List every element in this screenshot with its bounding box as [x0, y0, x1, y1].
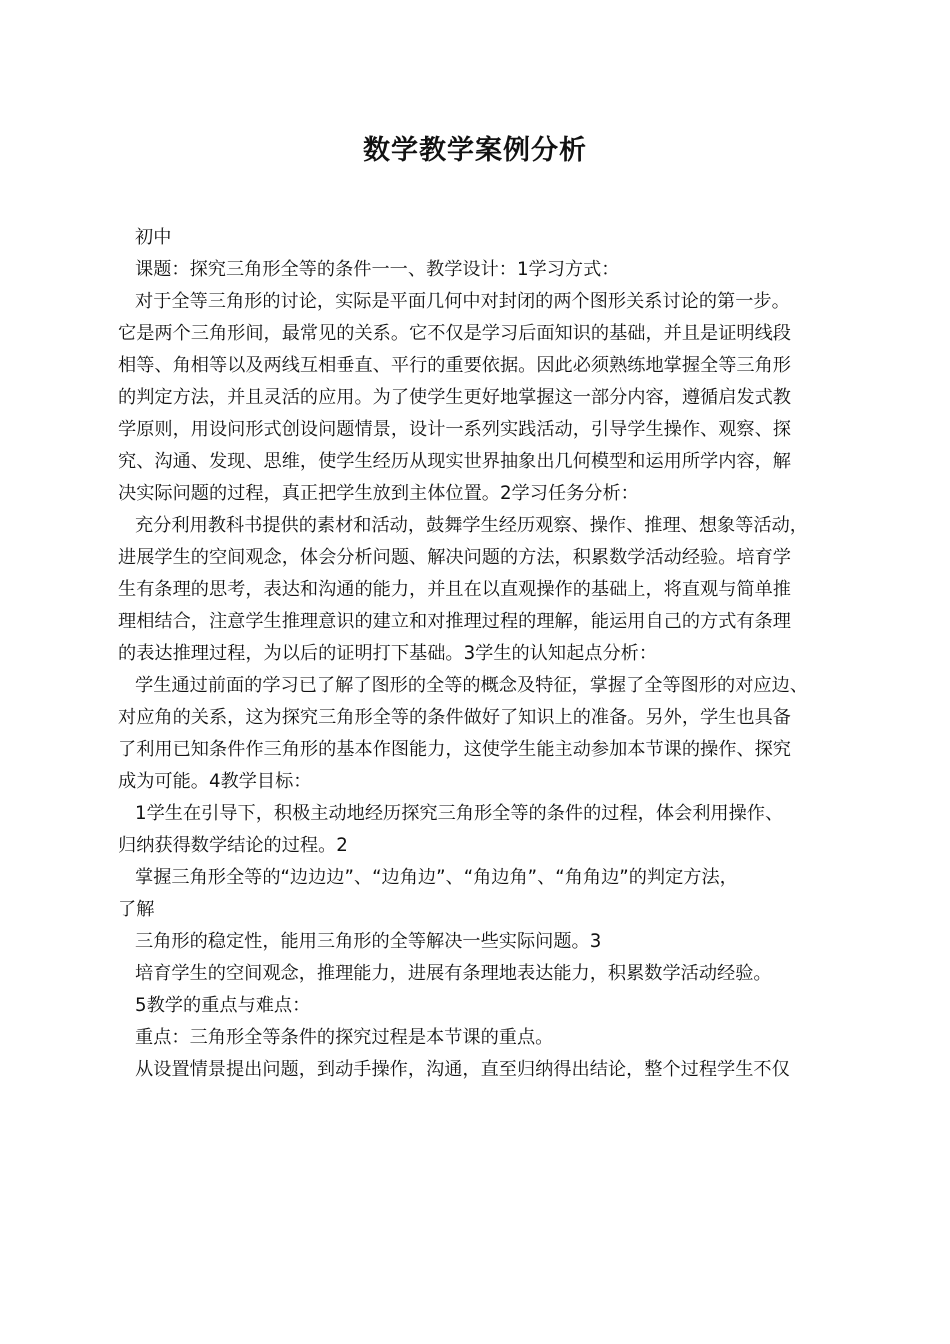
text-line: 进展学生的空间观念，体会分析问题、解决问题的方法，积累数学活动经验。培育学: [118, 547, 791, 568]
text-line: 了利用已知条件作三角形的基本作图能力，这使学生能主动参加本节课的操作、探究: [118, 739, 791, 760]
text-line: 初中: [135, 227, 172, 248]
text-line: 对应角的关系，这为探究三角形全等的条件做好了知识上的准备。另外，学生也具备: [118, 707, 791, 728]
text-line: 掌握三角形全等的“边边边”、“边角边”、“角边角”、“角角边”的判定方法，: [135, 867, 738, 888]
text-line: 了解: [118, 899, 155, 920]
text-line: 决实际问题的过程，真正把学生放到主体位置。2学习任务分析：: [118, 483, 639, 504]
text-line: 重点：三角形全等条件的探究过程是本节课的重点。: [135, 1027, 554, 1048]
text-line: 5教学的重点与难点：: [135, 995, 311, 1016]
text-line: 培育学生的空间观念，推理能力，进展有条理地表达能力，积累数学活动经验。: [135, 963, 772, 984]
text-line: 充分利用教科书提供的素材和活动，鼓舞学生经历观察、操作、推理、想象等活动，: [135, 515, 808, 536]
text-line: 成为可能。4教学目标：: [118, 771, 312, 792]
text-line: 课题：探究三角形全等的条件一一、教学设计：1学习方式：: [135, 259, 620, 280]
text-line: 相等、角相等以及两线互相垂直、平行的重要依据。因此必须熟练地掌握全等三角形: [118, 355, 791, 376]
document-body: [118, 222, 853, 1086]
text-line: 的判定方法，并且灵活的应用。为了使学生更好地掌握这一部分内容，遵循启发式教: [118, 387, 791, 408]
text-line: 1学生在引导下，积极主动地经历探究三角形全等的条件的过程，体会利用操作、: [135, 803, 784, 824]
text-line: 理相结合，注意学生推理意识的建立和对推理过程的理解，能运用自己的方式有条理: [118, 611, 791, 632]
text-line: 三角形的稳定性，能用三角形的全等解决一些实际问题。3: [135, 931, 602, 952]
document-title: 数学教学案例分析: [363, 135, 587, 166]
text-line: 从设置情景提出问题，到动手操作，沟通，直至归纳得出结论，整个过程学生不仅: [135, 1059, 790, 1080]
text-line: 究、沟通、发现、思维，使学生经历从现实世界抽象出几何模型和运用所学内容，解: [118, 451, 791, 472]
text-line: 它是两个三角形间，最常见的关系。它不仅是学习后面知识的基础，并且是证明线段: [118, 323, 791, 344]
text-line: 归纳获得数学结论的过程。2: [118, 835, 348, 856]
text-line: 学生通过前面的学习已了解了图形的全等的概念及特征，掌握了全等图形的对应边、: [135, 675, 808, 696]
text-line: 生有条理的思考，表达和沟通的能力，并且在以直观操作的基础上，将直观与简单推: [118, 579, 791, 600]
text-line: 对于全等三角形的讨论，实际是平面几何中对封闭的两个图形关系讨论的第一步。: [135, 291, 790, 312]
text-line: 的表达推理过程，为以后的证明打下基础。3学生的认知起点分析：: [118, 643, 658, 664]
text-line: 学原则，用设问形式创设问题情景，设计一系列实践活动，引导学生操作、观察、探: [118, 419, 791, 440]
